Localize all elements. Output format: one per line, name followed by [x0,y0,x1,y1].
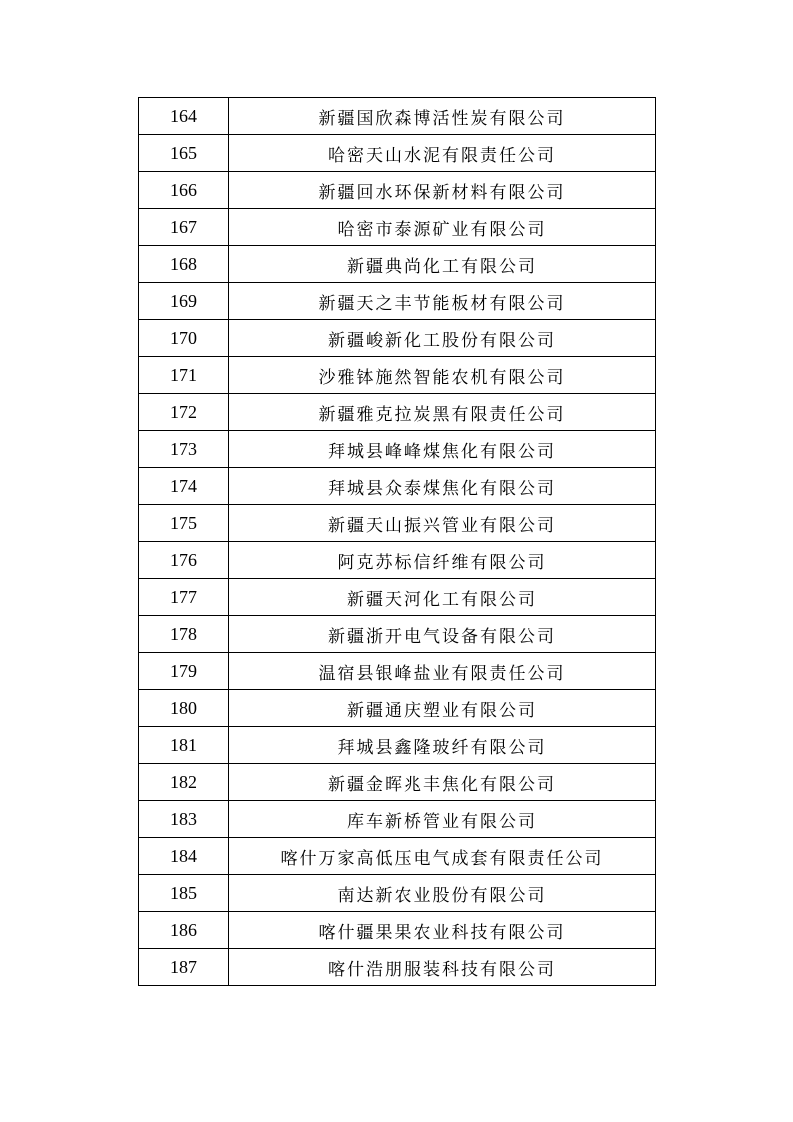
table-row [139,579,656,616]
company-name-cell: 新疆通庆塑业有限公司 [229,690,656,727]
row-number-cell: 182 [139,764,229,801]
table-row [139,98,656,135]
company-name-cell: 新疆雅克拉炭黑有限责任公司 [229,394,656,431]
row-number-cell: 187 [139,949,229,986]
table-row [139,690,656,727]
row-number-cell: 174 [139,468,229,505]
row-number-cell: 165 [139,135,229,172]
company-name-cell: 新疆天河化工有限公司 [229,579,656,616]
company-name-cell: 喀什疆果果农业科技有限公司 [229,912,656,949]
row-number-cell: 177 [139,579,229,616]
company-name-cell: 新疆回水环保新材料有限公司 [229,172,656,209]
company-name-cell: 哈密天山水泥有限责任公司 [229,135,656,172]
company-list-table [138,97,656,986]
table-row [139,764,656,801]
table-row [139,320,656,357]
row-number-cell: 173 [139,431,229,468]
company-name-cell: 南达新农业股份有限公司 [229,875,656,912]
company-name-cell: 温宿县银峰盐业有限责任公司 [229,653,656,690]
company-name-cell: 新疆天之丰节能板材有限公司 [229,283,656,320]
table-row [139,949,656,986]
table-row [139,135,656,172]
company-name-cell: 新疆典尚化工有限公司 [229,246,656,283]
table-row [139,542,656,579]
row-number-cell: 179 [139,653,229,690]
row-number-cell: 180 [139,690,229,727]
company-name-cell: 拜城县鑫隆玻纤有限公司 [229,727,656,764]
company-list-body [139,98,656,986]
company-name-cell: 喀什浩朋服装科技有限公司 [229,949,656,986]
table-row [139,209,656,246]
row-number-cell: 181 [139,727,229,764]
company-name-cell: 新疆峻新化工股份有限公司 [229,320,656,357]
row-number-cell: 169 [139,283,229,320]
row-number-cell: 170 [139,320,229,357]
table-row [139,727,656,764]
company-name-cell: 新疆浙开电气设备有限公司 [229,616,656,653]
row-number-cell: 175 [139,505,229,542]
company-name-cell: 拜城县众泰煤焦化有限公司 [229,468,656,505]
company-name-cell: 新疆天山振兴管业有限公司 [229,505,656,542]
company-name-cell: 拜城县峰峰煤焦化有限公司 [229,431,656,468]
table-row [139,653,656,690]
company-name-cell: 阿克苏标信纤维有限公司 [229,542,656,579]
company-name-cell: 哈密市泰源矿业有限公司 [229,209,656,246]
row-number-cell: 176 [139,542,229,579]
row-number-cell: 178 [139,616,229,653]
table-row [139,616,656,653]
company-name-cell: 新疆国欣森博活性炭有限公司 [229,98,656,135]
table-row [139,431,656,468]
table-row [139,801,656,838]
row-number-cell: 166 [139,172,229,209]
table-row [139,246,656,283]
company-name-cell: 新疆金晖兆丰焦化有限公司 [229,764,656,801]
row-number-cell: 185 [139,875,229,912]
row-number-cell: 183 [139,801,229,838]
company-name-cell: 喀什万家高低压电气成套有限责任公司 [229,838,656,875]
row-number-cell: 164 [139,98,229,135]
table-row [139,505,656,542]
company-name-cell: 沙雅钵施然智能农机有限公司 [229,357,656,394]
table-row [139,875,656,912]
table-row [139,912,656,949]
table-row [139,283,656,320]
table-row [139,172,656,209]
table-row [139,468,656,505]
row-number-cell: 167 [139,209,229,246]
table-row [139,394,656,431]
table-row [139,838,656,875]
row-number-cell: 172 [139,394,229,431]
company-name-cell: 库车新桥管业有限公司 [229,801,656,838]
row-number-cell: 184 [139,838,229,875]
row-number-cell: 168 [139,246,229,283]
row-number-cell: 186 [139,912,229,949]
row-number-cell: 171 [139,357,229,394]
table-row [139,357,656,394]
